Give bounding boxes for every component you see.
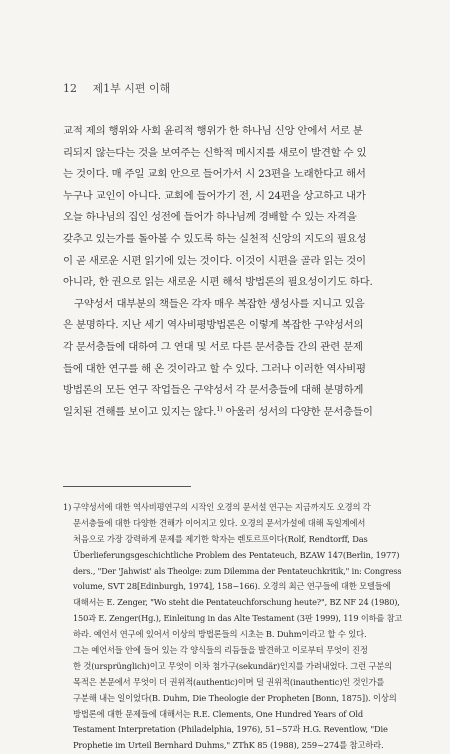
footnote-line: Überlieferungsgeschichtliche Problem des Pentateuch, BZAW 147(Berlin, 1977) xyxy=(73,549,400,560)
body-line: 각 문서층들에 대하여 그 연대 및 서로 다른 문서층들 간의 관련 문제 xyxy=(63,340,363,353)
body-line: 오늘 하나님의 집인 성전에 들어가 하나님께 경배할 수 있는 자격을 xyxy=(63,211,357,224)
footnote-text: 구약성서에 대한 역사비평연구의 시작인 오경의 문서설 연구는 지금까지도 오경의 각 xyxy=(73,502,371,512)
footnote-marker: 1) xyxy=(63,502,72,512)
footnote-line: 그는 예언서들 안에 들어 있는 각 양식들의 리듬들을 발견하고 이로부터 무엇이 진정 xyxy=(73,645,368,656)
body-line-last xyxy=(63,402,401,424)
footnote-line xyxy=(63,500,403,516)
page-number: 12 xyxy=(63,82,77,95)
footnote-divider xyxy=(63,486,191,487)
footnote-line: 목적은 본문에서 무엇이 더 권위적(authentic)이며 덜 권위적(inauthentic)인 것인가를 xyxy=(73,676,385,687)
body-line-text: 일치된 견해를 보이고 있지는 않다. xyxy=(63,405,217,418)
footnote-line: Prophetie im Urteil Bernhard Duhms," ZThK 85 (1988), 259~274를 참고하라. xyxy=(73,740,384,751)
footnote-reference[interactable]: 1) xyxy=(216,404,223,413)
running-title: 제1부 시편 이해 xyxy=(92,82,171,95)
footnote xyxy=(63,500,403,754)
footnote-line: ders., "Der 'Jahwist' als Theolge: zum Dilemma der Pentateuchkritik," in: Congress xyxy=(73,565,402,576)
body-line: 은 분명하다. 지난 세기 역사비평방법론은 이렇게 복잡한 구약성서의 xyxy=(63,319,364,332)
footnote-line: Testament Interpretation (Philadelphia, 1976), 51~57과 H.G. Reventlow, "Die xyxy=(73,724,388,735)
main-text xyxy=(63,121,401,423)
footnote-line: volume, SVT 28[Edinburgh, 1974], 158~166). 오경의 최근 연구들에 대한 모델들에 xyxy=(73,581,391,592)
body-line: 방법론의 모든 연구 작업들은 구약성서 각 문서층들에 대해 분명하게 xyxy=(63,384,364,397)
running-header xyxy=(63,80,170,96)
body-line: 이 곧 새로운 시편 읽기에 있는 것이다. 이것이 시편을 골라 읽는 것이 xyxy=(63,254,366,267)
body-line: 갖추고 있는가를 돌아볼 수 있도록 하는 실천적 신앙의 지도의 필요성 xyxy=(63,232,367,245)
footnote-line: 문서층들에 대한 다양한 견해가 이어지고 있다. 오경의 문서가설에 대해 독일계에서 xyxy=(73,517,366,528)
footnote-line: 150과 E. Zenger(Hg.), Einleitung in das Alte Testament (3판 1999), 119 이하를 참고 xyxy=(73,613,403,624)
body-line: 구약성서 대부분의 책들은 각자 매우 복잡한 생성사를 지니고 있음 xyxy=(74,297,365,310)
body-line: 는 것이다. 매 주일 교회 안으로 들어가서 시 23편을 노래한다고 해서 xyxy=(63,168,366,181)
body-line: 들에 대한 연구를 해 온 것이라고 할 수 있다. 그러나 이러한 역사비평 xyxy=(63,362,366,375)
footnote-line: 방법론에 대한 문제들에 대해서는 R.E. Clements, One Hundred Years of Old xyxy=(73,708,364,719)
body-line: 아니라, 한 권으로 읽는 새로운 시편 해석 방법론의 필요성이기도 하다. xyxy=(63,276,373,289)
footnote-line: 처음으로 가장 강력하게 문제를 제기한 학자는 렌토르프이다(Rolf, Rendtorff, Das xyxy=(73,533,368,544)
footnote-line: 한 것(ursprünglich)이고 무엇이 이차 첨가구(sekundär)인지를 가려내었다. 그런 구분의 xyxy=(73,660,393,671)
footnote-line: 대해서는 E. Zenger, "Wo steht die Pentateuchforschung heute?", BZ NF 24 (1980), xyxy=(73,597,400,608)
footnote-line: 구분해 내는 일이었다(B. Duhm, Die Theologie der Propheten [Bonn, 1875]). 이상의 xyxy=(73,692,397,703)
body-line: 누구나 교인이 아니다. 교회에 들어가기 전, 시 24편을 상고하고 내가 xyxy=(63,189,366,202)
body-line: 리되지 않는다는 것을 보여주는 신학적 메시지를 새로이 발견할 수 있 xyxy=(63,146,367,159)
body-line: 교적 제의 행위와 사회 윤리적 행위가 한 하나님 신앙 안에서 서로 분 xyxy=(63,125,363,137)
footnote-line: 하라. 예언서 연구에 있어서 이상의 방법론들의 시초는 B. Duhm이라고 할 수 있다. xyxy=(73,629,367,640)
body-line-tail: 아울러 성서의 다양한 문서층들이 xyxy=(222,405,373,418)
